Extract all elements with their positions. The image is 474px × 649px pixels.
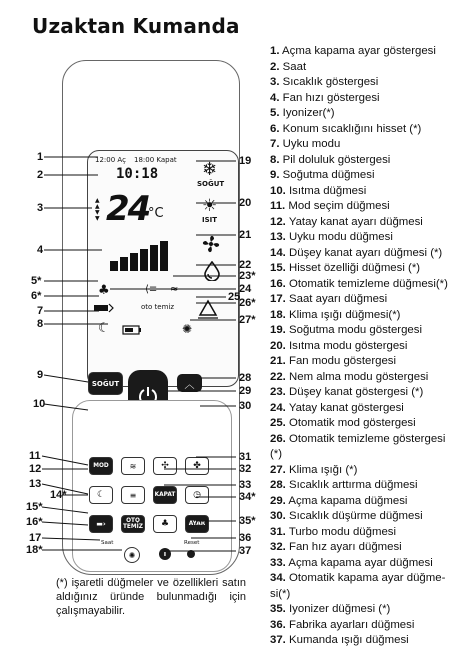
- legend-item: [270, 60, 470, 76]
- lcd-autoclean-label: oto temiz: [141, 303, 175, 311]
- legend-item-text: Fan hız ayarı düğmesi: [289, 541, 402, 553]
- legend-item-number: 2.: [270, 60, 280, 73]
- callout-26: 26*: [239, 297, 256, 309]
- legend-item-number: 26.: [270, 432, 286, 445]
- auto-mode-arrows-icon: [196, 297, 220, 321]
- callout-17: 17: [29, 532, 42, 544]
- legend-item-text: Pil doluluk göstergesi: [282, 153, 391, 166]
- legend-item: [270, 447, 470, 463]
- callout-2: 2: [37, 169, 44, 181]
- legend-item: [270, 153, 470, 169]
- callout-4: 4: [37, 244, 44, 256]
- legend-item-text: Konum sıcaklığını hisset (*): [282, 122, 422, 135]
- callout-10: 10: [33, 398, 46, 410]
- light-bulb-icon: ✺: [128, 550, 136, 560]
- callout-23: 23*: [239, 270, 256, 282]
- legend-item-number: 3.: [270, 76, 280, 88]
- ionizer-button[interactable]: [153, 515, 177, 533]
- page-title: Uzaktan Kumanda: [32, 14, 240, 38]
- legend-item: [270, 261, 470, 277]
- callout-27: 27*: [239, 314, 256, 326]
- legend-item-text: Sıcaklık düşürme düğmesi: [289, 510, 423, 522]
- legend-item: [270, 292, 470, 308]
- info-button[interactable]: i: [159, 548, 171, 560]
- reset-button[interactable]: [187, 550, 195, 558]
- legend-item-number: 15.: [270, 262, 286, 274]
- sleep-moon-icon: ☾: [96, 490, 106, 500]
- callout-13: 13: [29, 478, 42, 490]
- callout-14: 14*: [50, 489, 67, 501]
- legend-item: [270, 230, 470, 246]
- set-button[interactable]: AYAR: [185, 515, 209, 533]
- legend-item: [270, 494, 470, 510]
- legend-item: [270, 571, 470, 587]
- legend-item: [270, 122, 470, 138]
- legend-item-text: Kumanda ışığı düğmesi: [289, 634, 409, 646]
- legend-item: [270, 556, 470, 572]
- legend-item: [270, 385, 470, 401]
- light-bulb-icon: ✺: [182, 322, 193, 336]
- legend-item-number: 7.: [270, 138, 280, 150]
- legend-item-text: (*): [270, 448, 283, 460]
- legend-item-number: 24.: [270, 401, 286, 414]
- sleep-button[interactable]: [89, 486, 113, 504]
- sleep-moon-icon: ☾: [98, 321, 110, 336]
- legend-item: [270, 184, 470, 200]
- lcd-cool-label: SOĞUT: [197, 180, 225, 188]
- swing-icon: ≋: [129, 461, 137, 471]
- legend-item: [270, 277, 470, 293]
- legend-item: [270, 75, 470, 91]
- mode-button[interactable]: MOD: [89, 457, 113, 475]
- lcd-temperature: 24: [106, 189, 150, 229]
- lcd-timer-off: 18:00 Kapat: [134, 156, 177, 164]
- legend-item: [270, 416, 470, 432]
- legend-item-number: 32.: [270, 541, 286, 553]
- reset-label: Reset: [184, 540, 200, 546]
- legend-item-text: Yatay kanat ayarı düğmesi: [288, 215, 423, 228]
- legend-item-text: Saat: [282, 60, 307, 73]
- timer-off-button[interactable]: KAPAT: [153, 486, 177, 504]
- legend-item-text: Uyku modu: [282, 138, 341, 150]
- legend-item-text: Soğutma modu göstergesi: [289, 324, 422, 336]
- legend-item-text: Uyku modu düğmesi: [289, 231, 393, 243]
- clock-icon: ◷: [193, 490, 201, 500]
- legend-item-number: 18.: [270, 308, 286, 321]
- lcd-heat-label: ISIT: [202, 216, 218, 224]
- legend-item-number: 10.: [270, 184, 286, 197]
- legend-list: [270, 44, 470, 649]
- fan-icon: ✣: [161, 461, 169, 471]
- cool-button[interactable]: SOĞUT: [88, 372, 123, 395]
- legend-item-number: 30.: [270, 510, 286, 522]
- callout-1: 1: [37, 151, 44, 163]
- legend-item-number: 28.: [270, 479, 286, 491]
- legend-item-number: 27.: [270, 463, 286, 476]
- callout-30: 30: [239, 400, 252, 412]
- callout-3: 3: [37, 202, 44, 214]
- legend-item-number: 29.: [270, 494, 286, 507]
- legend-item-text: Açma kapama düğmesi: [288, 494, 408, 507]
- lcd-timer-on: 12:00 Aç: [95, 156, 126, 164]
- legend-item-text: Sıcaklık arttırma düğmesi: [289, 479, 418, 491]
- legend-item: [270, 215, 470, 231]
- legend-item-number: 6.: [270, 122, 280, 135]
- legend-item-number: 11.: [270, 200, 286, 212]
- vertical-louver-icon: ⟨≡: [145, 284, 158, 295]
- legend-item: [270, 432, 470, 448]
- legend-item-number: 34.: [270, 572, 286, 584]
- lcd-temperature-unit: °C: [148, 206, 164, 221]
- legend-item: [270, 308, 470, 324]
- legend-item: [270, 633, 470, 649]
- legend-item-text: Nem alma modu göstergesi: [289, 370, 429, 383]
- snowflake-icon: ❄: [202, 159, 218, 180]
- callout-29: 29: [239, 385, 252, 397]
- legend-item: [270, 339, 470, 355]
- chevron-up-icon: ︿: [184, 379, 195, 391]
- legend-item-number: 9.: [270, 169, 280, 181]
- legend-item: [270, 323, 470, 339]
- legend-item-number: 12.: [270, 215, 286, 228]
- battery-icon: [122, 325, 142, 335]
- legend-item-text: Açma kapama ayar göstergesi: [282, 45, 436, 57]
- legend-item-text: Yatay kanat göstergesi: [288, 401, 404, 414]
- callout-31: 31: [239, 451, 252, 463]
- callout-34: 34*: [239, 491, 256, 503]
- auto-clean-button[interactable]: OTO TEMİZ: [121, 515, 145, 533]
- horizontal-swing-button[interactable]: [121, 457, 145, 475]
- callout-35: 35*: [239, 515, 256, 527]
- lcd-screen: [87, 150, 239, 387]
- callout-33: 33: [239, 479, 252, 491]
- callout-12: 12: [29, 463, 42, 475]
- legend-item-text: Sıcaklık göstergesi: [282, 76, 379, 88]
- legend-item: [270, 137, 470, 153]
- callout-37: 37: [239, 545, 252, 557]
- legend-item-number: 33.: [270, 556, 286, 569]
- legend-item-text: Açma kapama ayar düğmesi: [288, 556, 433, 569]
- droplet-icon: [204, 261, 220, 281]
- turbo-button[interactable]: [185, 457, 209, 475]
- legend-item-text: Klima ışığı düğmesi(*): [289, 308, 401, 321]
- turbo-icon: ✤: [193, 461, 201, 471]
- legend-item: [270, 246, 470, 262]
- legend-item: [270, 587, 470, 603]
- legend-item-text: Saat ayarı düğmesi: [289, 293, 388, 305]
- legend-item: [270, 199, 470, 215]
- legend-item-text: Otomatik mod göstergesi: [289, 417, 416, 429]
- legend-item-number: 4.: [270, 91, 280, 104]
- callout-21: 21: [239, 229, 252, 241]
- ionizer-tree-icon: ♣: [160, 519, 170, 529]
- callout-25: 25: [228, 291, 241, 303]
- legend-item-number: 21.: [270, 355, 286, 367]
- remote-light-button[interactable]: [124, 547, 140, 563]
- legend-item-number: 8.: [270, 153, 280, 166]
- callout-24: 24: [239, 283, 252, 295]
- legend-item: [270, 540, 470, 556]
- clock-set-label: Saat: [101, 540, 114, 546]
- legend-item-number: 1.: [270, 45, 280, 57]
- callout-28: 28: [239, 372, 252, 384]
- lcd-clock: 10:18: [116, 166, 159, 182]
- legend-item-number: 22.: [270, 370, 286, 383]
- legend-item-text: Hisset özelliği düğmesi (*): [289, 262, 421, 274]
- callout-16: 16*: [26, 516, 43, 528]
- callout-9: 9: [37, 369, 44, 381]
- legend-item: [270, 168, 470, 184]
- legend-item-number: 23.: [270, 386, 286, 398]
- vertical-swing-button[interactable]: [121, 486, 145, 504]
- remote-control: [62, 60, 240, 575]
- legend-item-text: Otomatik temizleme düğmesi(*): [289, 277, 448, 290]
- legend-item-text: Fabrika ayarları düğmesi: [289, 618, 415, 631]
- legend-item-text: Klima ışığı (*): [289, 463, 358, 476]
- legend-item: [270, 525, 470, 541]
- legend-item: [270, 401, 470, 417]
- callout-15: 15*: [26, 501, 43, 513]
- legend-item-text: Mod seçim düğmesi: [288, 200, 390, 212]
- legend-item-text: Turbo modu düğmesi: [288, 525, 397, 538]
- feel-button[interactable]: [89, 515, 113, 533]
- legend-item-text: Otomatik temizleme göstergesi: [289, 432, 446, 445]
- legend-item: [270, 618, 470, 634]
- callout-18: 18*: [26, 544, 43, 556]
- legend-item-number: 19.: [270, 324, 286, 336]
- legend-item: [270, 463, 470, 479]
- legend-item-number: 36.: [270, 618, 286, 631]
- timer-on-button[interactable]: [185, 486, 209, 504]
- legend-item: [270, 44, 470, 60]
- fan-speed-button[interactable]: [153, 457, 177, 475]
- legend-item-text: Fan hızı göstergesi: [282, 91, 380, 104]
- legend-item-number: 20.: [270, 339, 286, 352]
- callout-6: 6*: [31, 290, 42, 302]
- legend-item: [270, 370, 470, 386]
- feel-signal-icon: ▬›: [96, 520, 106, 528]
- legend-item-number: 16.: [270, 277, 286, 290]
- legend-item-text: Isıtma modu göstergesi: [289, 339, 408, 352]
- temp-arrows-icon: ▲ ▲ ▼ ▼: [95, 197, 100, 222]
- legend-item-text: Düşey kanat göstergesi (*): [289, 386, 424, 398]
- callout-19: 19: [239, 155, 252, 167]
- ionizer-tree-icon: ♣: [98, 283, 110, 298]
- fan-icon: [200, 233, 222, 255]
- callout-11: 11: [29, 450, 41, 462]
- legend-item-number: 5.: [270, 107, 280, 119]
- legend-item-number: 37.: [270, 634, 286, 646]
- legend-item-number: 13.: [270, 231, 286, 243]
- legend-item-text: Düşey kanat ayarı düğmesi (*): [289, 246, 443, 259]
- horizontal-louver-icon: ≈: [170, 284, 179, 295]
- callout-32: 32: [239, 463, 252, 475]
- callout-36: 36: [239, 532, 252, 544]
- legend-item-text: Isıtma düğmesi: [289, 184, 367, 197]
- footnote: (*) işaretli düğmeler ve özellikleri satın aldığınız üründe bulunmadığı için çalışmayabilir.: [56, 577, 246, 617]
- legend-item: [270, 106, 470, 122]
- callout-20: 20: [239, 197, 252, 209]
- legend-item: [270, 91, 470, 107]
- legend-item-text: Iyonizer(*): [282, 107, 335, 119]
- callout-5: 5*: [31, 275, 42, 287]
- callout-8: 8: [37, 318, 44, 330]
- sun-icon: ☀: [202, 196, 218, 216]
- legend-item-text: si(*): [270, 587, 291, 600]
- legend-item: [270, 478, 470, 494]
- legend-item-number: 14.: [270, 246, 286, 259]
- temp-up-button[interactable]: [177, 374, 202, 392]
- legend-item-number: 25.: [270, 417, 286, 429]
- legend-item-text: Iyonizer düğmesi (*): [289, 603, 391, 615]
- legend-item-text: Fan modu göstergesi: [289, 355, 397, 367]
- legend-item: [270, 509, 470, 525]
- legend-item-number: 31.: [270, 525, 286, 538]
- legend-item: [270, 602, 470, 618]
- legend-item-number: 35.: [270, 603, 286, 615]
- vertical-louver-icon: ≡: [129, 490, 137, 500]
- callout-22: 22: [239, 259, 252, 271]
- callout-7: 7: [37, 305, 44, 317]
- legend-item: [270, 354, 470, 370]
- legend-item-number: 17.: [270, 293, 286, 305]
- legend-item-text: Otomatik kapama ayar düğme-: [289, 572, 446, 584]
- legend-item-text: Soğutma düğmesi: [282, 169, 375, 181]
- feel-signal-icon: [94, 303, 114, 313]
- fan-speed-bars-icon: [110, 241, 168, 271]
